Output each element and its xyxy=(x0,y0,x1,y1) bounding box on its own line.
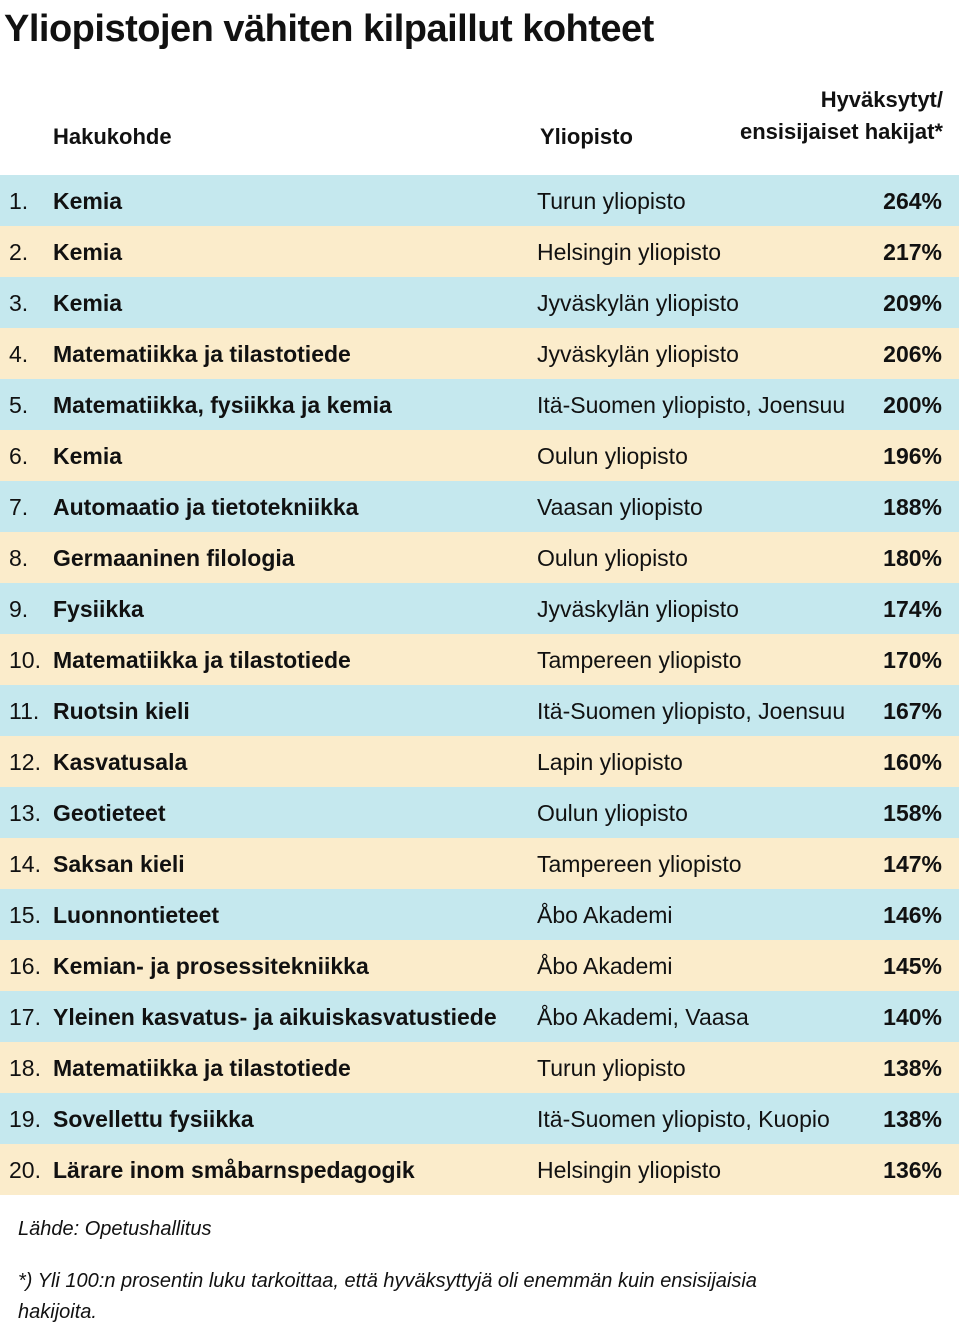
rank-cell: 5. xyxy=(9,392,29,418)
table-row xyxy=(0,634,959,685)
table-row xyxy=(0,175,959,226)
course-cell: Kemia xyxy=(53,443,123,469)
ratio-cell: 136% xyxy=(883,1157,942,1183)
university-cell: Åbo Akademi xyxy=(537,902,673,928)
ratio-cell: 147% xyxy=(883,851,942,877)
university-cell: Helsingin yliopisto xyxy=(537,239,722,265)
university-cell: Itä-Suomen yliopisto, Joensuu xyxy=(537,698,846,724)
university-cell: Tampereen yliopisto xyxy=(537,647,742,673)
university-cell: Itä-Suomen yliopisto, Kuopio xyxy=(537,1106,830,1132)
rank-cell: 6. xyxy=(9,443,29,469)
course-cell: Kasvatusala xyxy=(53,749,188,775)
ratio-cell: 209% xyxy=(883,290,942,316)
rank-cell: 17. xyxy=(9,1004,41,1030)
rank-cell: 1. xyxy=(9,188,29,214)
university-cell: Itä-Suomen yliopisto, Joensuu xyxy=(537,392,846,418)
table-row xyxy=(0,481,959,532)
rank-cell: 19. xyxy=(9,1106,41,1132)
rank-cell: 13. xyxy=(9,800,41,826)
university-cell: Åbo Akademi xyxy=(537,953,673,979)
university-cell: Jyväskylän yliopisto xyxy=(537,290,739,316)
ratio-cell: 138% xyxy=(883,1055,942,1081)
ratio-cell: 206% xyxy=(883,341,942,367)
header-ratio-line2: ensisijaiset hakijat* xyxy=(740,119,943,144)
ratio-cell: 138% xyxy=(883,1106,942,1132)
university-cell: Oulun yliopisto xyxy=(537,545,688,571)
table-row xyxy=(0,532,959,583)
rank-cell: 14. xyxy=(9,851,41,877)
university-cell: Tampereen yliopisto xyxy=(537,851,742,877)
ratio-cell: 196% xyxy=(883,443,942,469)
ratio-cell: 174% xyxy=(883,596,942,622)
course-cell: Luonnontieteet xyxy=(53,902,220,928)
university-cell: Jyväskylän yliopisto xyxy=(537,341,739,367)
ratio-cell: 180% xyxy=(883,545,942,571)
ranking-table xyxy=(0,175,959,1195)
rank-cell: 18. xyxy=(9,1055,41,1081)
table-row xyxy=(0,838,959,889)
university-cell: Turun yliopisto xyxy=(537,1055,686,1081)
university-cell: Vaasan yliopisto xyxy=(537,494,703,520)
ratio-cell: 188% xyxy=(883,494,942,520)
ratio-cell: 167% xyxy=(883,698,942,724)
course-cell: Fysiikka xyxy=(53,596,144,622)
course-cell: Yleinen kasvatus- ja aikuiskasvatustiede xyxy=(53,1004,497,1030)
course-cell: Automaatio ja tietotekniikka xyxy=(53,494,359,520)
ratio-cell: 145% xyxy=(883,953,942,979)
course-cell: Matematiikka ja tilastotiede xyxy=(53,1055,351,1081)
header-university: Yliopisto xyxy=(540,124,633,149)
rank-cell: 8. xyxy=(9,545,29,571)
ratio-cell: 160% xyxy=(883,749,942,775)
course-cell: Geotieteet xyxy=(53,800,166,826)
ratio-cell: 200% xyxy=(883,392,942,418)
rank-cell: 16. xyxy=(9,953,41,979)
university-cell: Helsingin yliopisto xyxy=(537,1157,722,1183)
rank-cell: 4. xyxy=(9,341,29,367)
course-cell: Sovellettu fysiikka xyxy=(53,1106,254,1132)
rank-cell: 10. xyxy=(9,647,41,673)
course-cell: Matematiikka, fysiikka ja kemia xyxy=(53,392,392,418)
ratio-cell: 170% xyxy=(883,647,942,673)
rank-cell: 20. xyxy=(9,1157,41,1183)
rank-cell: 9. xyxy=(9,596,29,622)
rank-cell: 2. xyxy=(9,239,29,265)
rank-cell: 12. xyxy=(9,749,41,775)
course-cell: Kemia xyxy=(53,188,123,214)
university-cell: Jyväskylän yliopisto xyxy=(537,596,739,622)
table-row xyxy=(0,583,959,634)
course-cell: Kemia xyxy=(53,239,123,265)
rank-cell: 7. xyxy=(9,494,29,520)
course-cell: Matematiikka ja tilastotiede xyxy=(53,341,351,367)
footnote-text: *) Yli 100:n prosentin luku tarkoittaa, että hyväksyttyjä oli enemmän kuin ensisijaisia hakijoita. xyxy=(18,1270,757,1323)
ratio-cell: 158% xyxy=(883,800,942,826)
source-text: Lähde: Opetushallitus xyxy=(18,1218,212,1240)
table-row xyxy=(0,736,959,787)
header-course: Hakukohde xyxy=(53,124,172,149)
rank-cell: 11. xyxy=(9,698,40,724)
header-ratio-line1: Hyväksytyt/ xyxy=(820,87,943,112)
university-cell: Oulun yliopisto xyxy=(537,443,688,469)
course-cell: Saksan kieli xyxy=(53,851,185,877)
university-cell: Turun yliopisto xyxy=(537,188,686,214)
ratio-cell: 217% xyxy=(883,239,942,265)
university-cell: Oulun yliopisto xyxy=(537,800,688,826)
rank-cell: 15. xyxy=(9,902,41,928)
ratio-cell: 146% xyxy=(883,902,942,928)
course-cell: Germaaninen filologia xyxy=(53,545,295,571)
university-cell: Åbo Akademi, Vaasa xyxy=(537,1004,749,1030)
table-row xyxy=(0,685,959,736)
ratio-cell: 140% xyxy=(883,1004,942,1030)
table-row xyxy=(0,1093,959,1144)
table-row xyxy=(0,379,959,430)
table-row xyxy=(0,277,959,328)
table-row xyxy=(0,226,959,277)
table-row xyxy=(0,328,959,379)
table-row xyxy=(0,787,959,838)
university-cell: Lapin yliopisto xyxy=(537,749,683,775)
table-row xyxy=(0,1144,959,1195)
table-row xyxy=(0,889,959,940)
table-row xyxy=(0,1042,959,1093)
course-cell: Kemia xyxy=(53,290,123,316)
table-row xyxy=(0,430,959,481)
course-cell: Ruotsin kieli xyxy=(53,698,190,724)
page-title: Yliopistojen vähiten kilpaillut kohteet xyxy=(4,8,654,50)
course-cell: Lärare inom småbarnspedagogik xyxy=(53,1157,415,1183)
course-cell: Kemian- ja prosessitekniikka xyxy=(53,953,369,979)
table-row xyxy=(0,991,959,1042)
rank-cell: 3. xyxy=(9,290,29,316)
ratio-cell: 264% xyxy=(883,188,942,214)
header-ratio xyxy=(740,84,943,148)
table-row xyxy=(0,940,959,991)
course-cell: Matematiikka ja tilastotiede xyxy=(53,647,351,673)
